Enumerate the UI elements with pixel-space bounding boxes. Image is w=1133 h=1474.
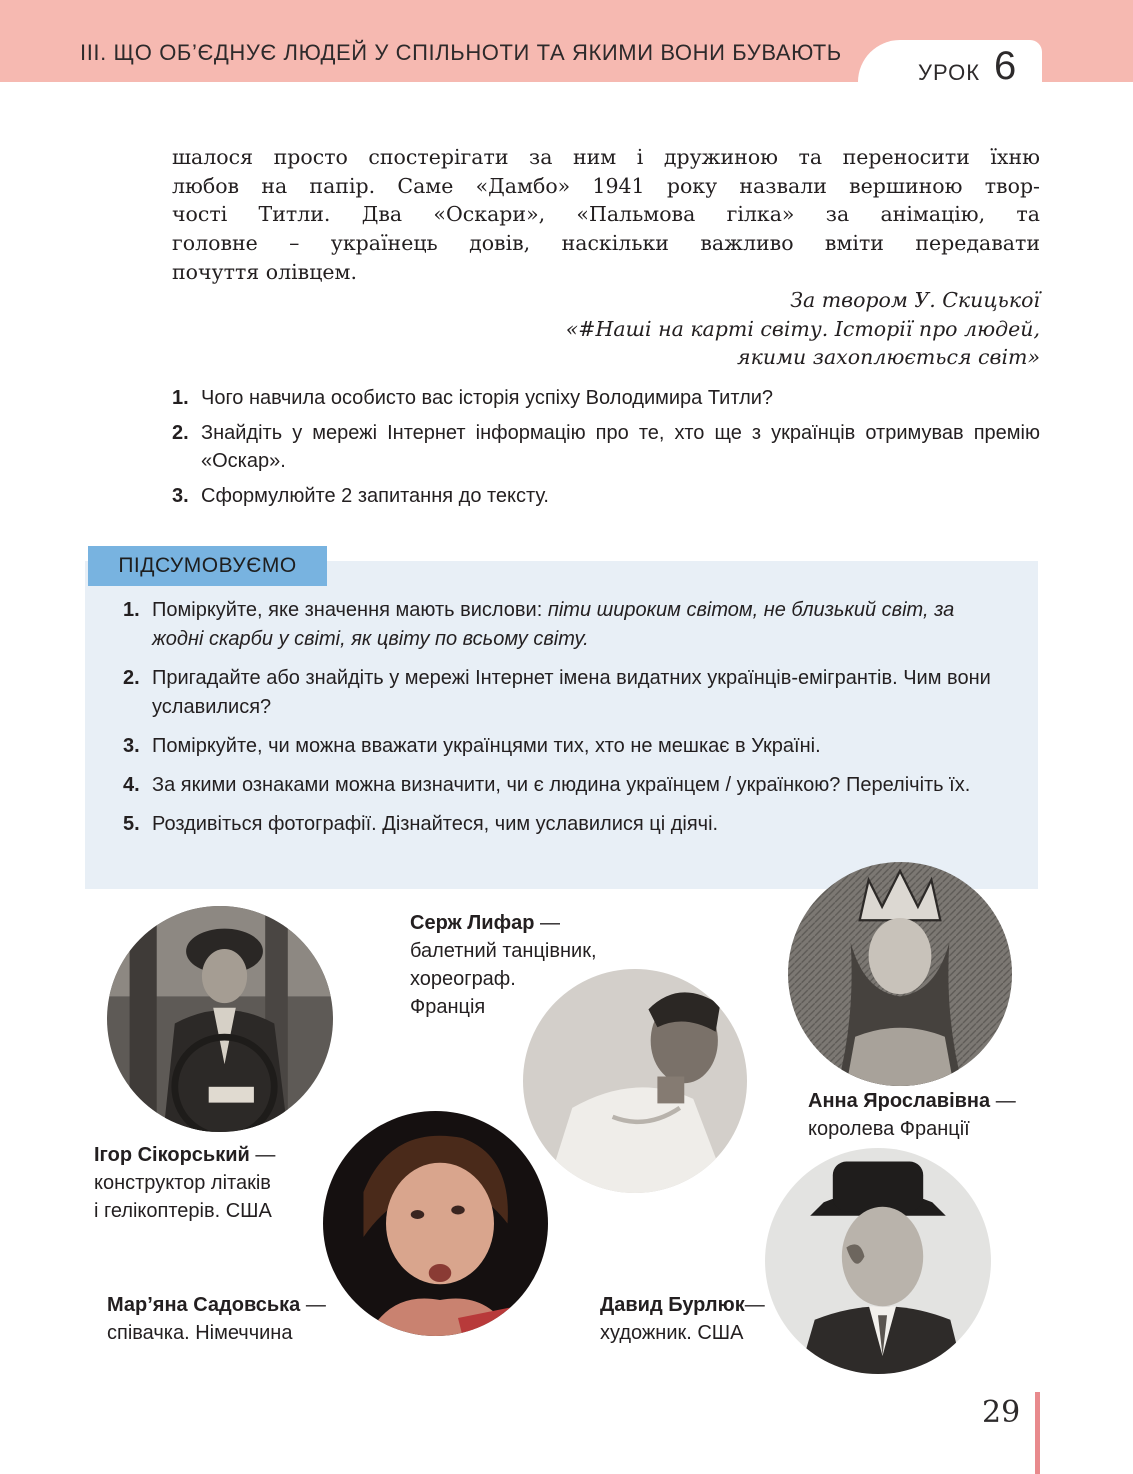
caption-name: Мар’яна Садовська — [107, 1294, 301, 1316]
question-item — [172, 384, 1040, 412]
attribution — [300, 286, 1040, 372]
attribution-line: За твором У. Скицької — [790, 288, 1040, 312]
summary-item — [123, 810, 1008, 839]
question-text: Знайдіть у мережі Інтернет інформацію про те, хто ще з українців отримував премію «Оскар». — [201, 422, 1040, 472]
summary-item — [123, 664, 1008, 722]
lesson-label: УРОК — [918, 60, 981, 85]
question-number: 2. — [172, 422, 189, 444]
page-number: 29 — [982, 1395, 1021, 1430]
summary-text: Роздивіться фотографії. Дізнайтеся, чим уславилися ці діячі. — [152, 813, 719, 835]
question-list — [172, 384, 1040, 517]
caption-name: Ігор Сікорський — [94, 1144, 250, 1166]
caption-name: Анна Ярославівна — [808, 1090, 991, 1112]
photo-sadovska — [323, 1111, 548, 1336]
caption-dash: — — [744, 1294, 765, 1316]
summary-tab: ПІДСУМОВУЄМО — [88, 546, 327, 586]
photo-sikorsky — [107, 906, 333, 1132]
summary-item — [123, 771, 1008, 800]
story-line: головне – українець довів, наскільки важливо вміти передавати — [172, 231, 1040, 256]
photo-burliuk — [765, 1148, 991, 1374]
summary-number: 3. — [123, 735, 140, 757]
caption-name: Давид Бурлюк — [600, 1294, 745, 1316]
story-line: почуття олівцем. — [172, 259, 357, 284]
summary-item — [123, 596, 1008, 654]
caption-lifar — [410, 909, 597, 1021]
caption-line: хореограф. — [410, 968, 516, 990]
caption-burliuk — [600, 1291, 765, 1347]
summary-number: 5. — [123, 813, 140, 835]
summary-list — [123, 596, 1008, 849]
summary-number: 4. — [123, 774, 140, 796]
question-number: 3. — [172, 485, 189, 507]
question-text: Сформулюйте 2 запитання до тексту. — [201, 485, 549, 507]
summary-text: Пригадайте або знайдіть у мережі Інтернет імена видатних українців-емігрантів. Чим вони уславилися? — [152, 667, 991, 718]
story-line: чості Титли. Два «Оскари», «Пальмова гілка» за анімацію, та — [172, 202, 1040, 227]
section-title: ІІІ. ЩО ОБ’ЄДНУЄ ЛЮДЕЙ У СПІЛЬНОТИ ТА ЯКИМИ ВОНИ БУВАЮТЬ — [80, 40, 842, 65]
caption-line: конструктор літаків — [94, 1172, 271, 1194]
caption-line: королева Франції — [808, 1118, 970, 1140]
story-line: шалося просто спостерігати за ним і дружиною та переносити їхню — [172, 145, 1040, 169]
caption-line: співачка. Німеччина — [107, 1322, 293, 1344]
summary-text: Поміркуйте, чи можна вважати українцями тих, хто не мешкає в Україні. — [152, 735, 821, 757]
summary-text-italic: піти широким світом, не близький світ, за жодні скарби у світі, як цвіту по всьому світу. — [152, 599, 955, 650]
summary-text: За якими ознаками можна визначити, чи є людина українцем / українкою? Перелічіть їх. — [152, 774, 971, 796]
attribution-line: якими захоплюється світ» — [737, 345, 1040, 370]
caption-name: Серж Лифар — [410, 912, 535, 934]
caption-dash: — — [249, 1144, 276, 1166]
summary-item — [123, 732, 1008, 761]
caption-dash: — — [990, 1090, 1016, 1112]
attribution-line: «#Наші на карті світу. Історії про людей, — [565, 316, 1040, 341]
photo-anna — [788, 862, 1012, 1086]
caption-dash: — — [300, 1294, 326, 1316]
caption-anna — [808, 1087, 1016, 1143]
caption-sikorsky — [94, 1141, 275, 1225]
summary-text: Поміркуйте, яке значення мають вислови: — [152, 599, 548, 621]
summary-number: 2. — [123, 667, 140, 689]
question-text: Чого навчила особисто вас історія успіху Володимира Титли? — [201, 387, 774, 409]
story-line: любов на папір. Саме «Дамбо» 1941 року назвали вершиною твор- — [172, 173, 1040, 198]
question-item — [172, 482, 1040, 510]
caption-line: Франція — [410, 996, 486, 1018]
caption-dash: — — [534, 912, 560, 934]
caption-sadovska — [107, 1291, 326, 1347]
story-text — [172, 143, 1040, 287]
page-marker-bar — [1035, 1392, 1040, 1474]
caption-line: художник. США — [600, 1322, 744, 1344]
summary-number: 1. — [123, 599, 140, 621]
question-item — [172, 419, 1040, 475]
question-number: 1. — [172, 387, 189, 409]
lesson-number: 6 — [994, 44, 1017, 88]
caption-line: і гелікоптерів. США — [94, 1200, 272, 1222]
caption-line: балетний танцівник, — [410, 940, 597, 962]
